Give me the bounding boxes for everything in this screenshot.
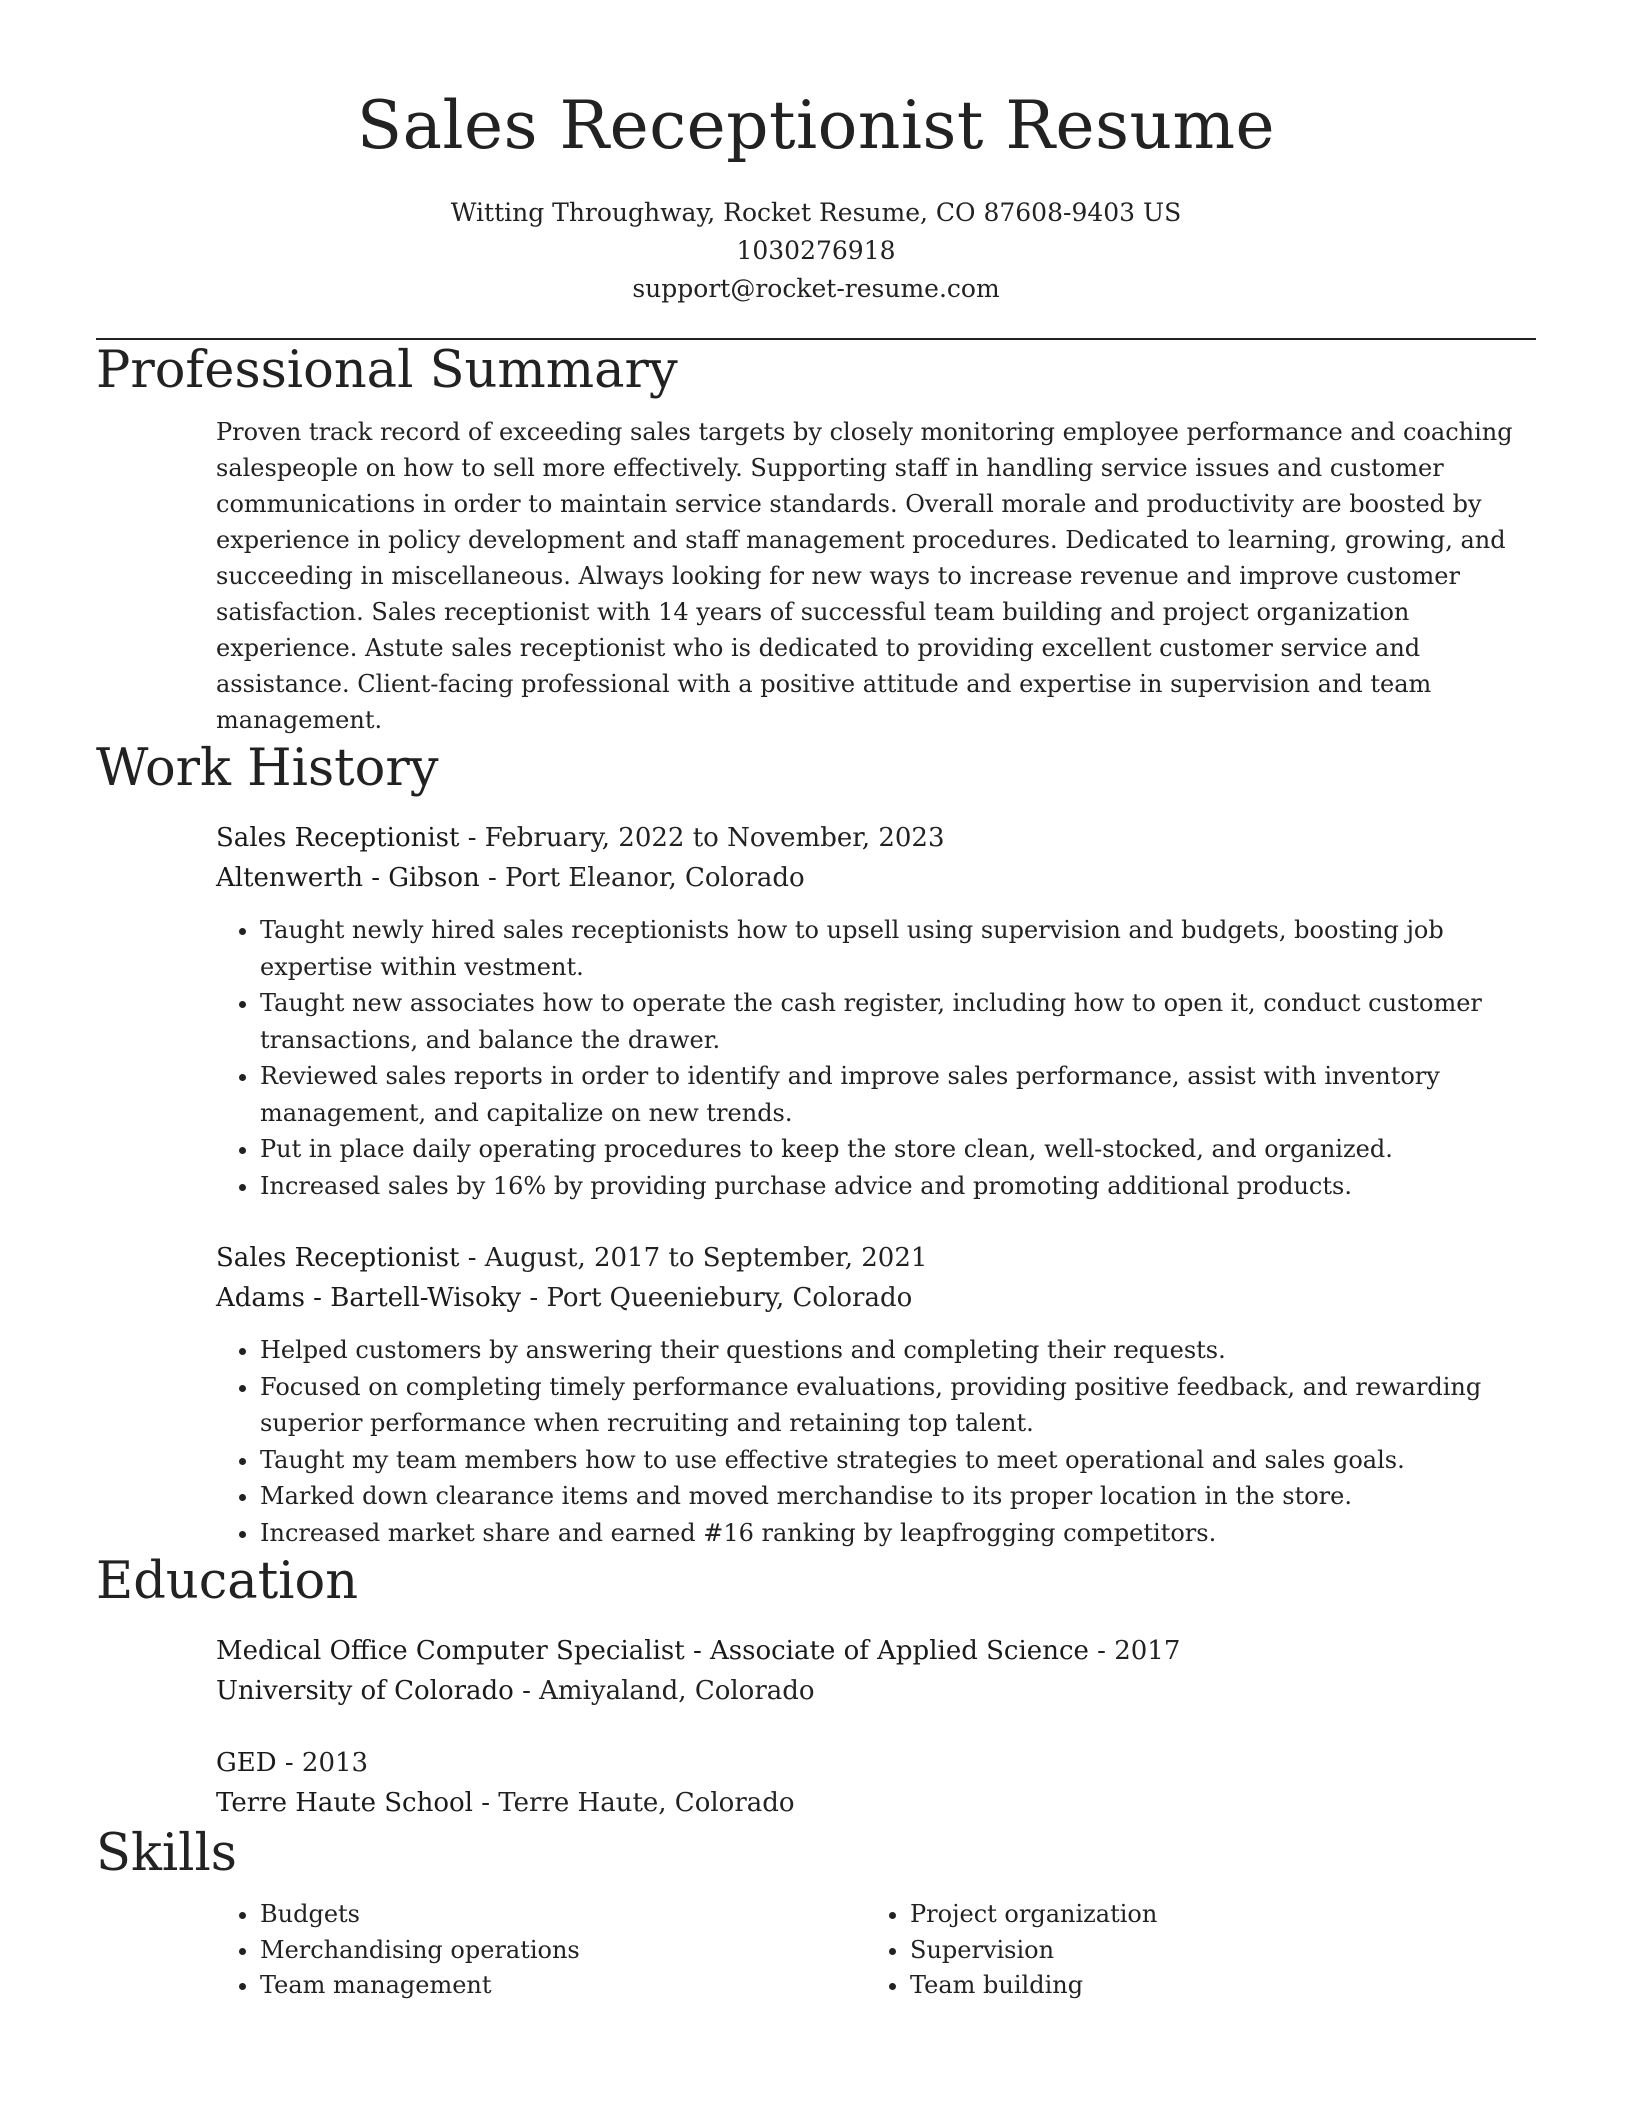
job-entry — [216, 1238, 1536, 1551]
list-item: • Increased sales by 16% by providing purchase advice and promoting additional products. — [260, 1168, 1536, 1205]
education-year: - 2017 — [1088, 1636, 1181, 1666]
skills-column-right — [866, 1897, 1516, 2004]
education-degree-line — [216, 1631, 1536, 1671]
education-school-line — [216, 1671, 1536, 1711]
job-company: Altenwerth - Gibson — [216, 863, 480, 893]
list-item: • Team building — [910, 1968, 1516, 2004]
list-item: • Taught my team members how to use effective strategies to meet operational and sales goals. — [260, 1442, 1536, 1479]
education-school: Terre Haute School — [216, 1788, 473, 1818]
skills-grid — [216, 1897, 1536, 2004]
education-degree: GED — [216, 1748, 277, 1778]
address: Witting Throughway, Rocket Resume, CO 87608-9403 US — [450, 198, 1182, 227]
job-company-line — [216, 858, 1536, 898]
list-item: • Budgets — [260, 1897, 866, 1933]
education-entry — [216, 1631, 1536, 1711]
job-location: - Port Eleanor, Colorado — [479, 863, 805, 893]
list-item: • Merchandising operations — [260, 1933, 866, 1969]
education-school-line — [216, 1783, 1536, 1823]
list-item: • Supervision — [910, 1933, 1516, 1969]
list-item: • Taught newly hired sales receptionists how to upsell using supervision and budgets, boosting job expertise within vestment. — [260, 912, 1536, 985]
job-company-line — [216, 1278, 1536, 1318]
section-title-education: Education — [96, 1552, 359, 1611]
job-dates: - February, 2022 to November, 2023 — [459, 823, 945, 853]
section-title-work: Work History — [96, 739, 439, 798]
education-entry — [216, 1743, 1536, 1823]
education-school: University of Colorado — [216, 1676, 514, 1706]
skills-list — [216, 1897, 866, 2004]
list-item: • Put in place daily operating procedures to keep the store clean, well-stocked, and organized. — [260, 1131, 1536, 1168]
contact-info — [96, 194, 1536, 308]
job-dates: - August, 2017 to September, 2021 — [459, 1243, 928, 1273]
job-location: - Port Queeniebury, Colorado — [521, 1283, 913, 1313]
summary-text: Proven track record of exceeding sales targets by closely monitoring employee performance and coaching salespeople on how to sell more effectively. Supporting staff in handling service issues and customer communications in order to maintain service standards. Overall morale and productivity are boosted by experience in policy development and staff management procedures. Dedicated to learning, growing, and succeeding in miscellaneous. Always looking for new ways to increase revenue and improve customer satisfaction. Sales receptionist with 14 years of successful team building and project organization experience. Astute sales receptionist who is dedicated to providing excellent customer service and assistance. Client-facing professional with a positive attitude and expertise in supervision and team management. — [216, 418, 1513, 734]
list-item: • Team management — [260, 1968, 866, 2004]
job-title-line — [216, 818, 1536, 858]
list-item: • Helped customers by answering their questions and completing their requests. — [260, 1332, 1536, 1369]
education-degree: Medical Office Computer Specialist - Associate of Applied Science — [216, 1636, 1089, 1666]
resume-title: Sales Receptionist Resume — [356, 87, 1276, 164]
job-bullets — [216, 1332, 1536, 1551]
education-location: - Amiyaland, Colorado — [513, 1676, 815, 1706]
job-position: Sales Receptionist — [216, 1243, 460, 1273]
list-item: • Focused on completing timely performance evaluations, providing positive feedback, and rewarding superior performance when recruiting and retaining top talent. — [260, 1369, 1536, 1442]
skills-column-left — [216, 1897, 866, 2004]
resume-header — [96, 0, 1536, 308]
list-item: • Project organization — [910, 1897, 1516, 1933]
education-degree-line — [216, 1743, 1536, 1783]
list-item: • Taught new associates how to operate the cash register, including how to open it, conduct customer transactions, and balance the drawer. — [260, 985, 1536, 1058]
education-location: - Terre Haute, Colorado — [472, 1788, 795, 1818]
job-company: Adams - Bartell-Wisoky — [216, 1283, 522, 1313]
section-title-summary: Professional Summary — [96, 341, 678, 400]
list-item: • Reviewed sales reports in order to identify and improve sales performance, assist with inventory management, and capitalize on new trends. — [260, 1058, 1536, 1131]
skills-list — [866, 1897, 1516, 2004]
phone: 1030276918 — [736, 236, 896, 265]
job-bullets — [216, 912, 1536, 1204]
education-year: - 2013 — [276, 1748, 369, 1778]
section-title-skills: Skills — [96, 1824, 237, 1883]
job-entry — [216, 818, 1536, 1204]
job-title-line — [216, 1238, 1536, 1278]
job-position: Sales Receptionist — [216, 823, 460, 853]
list-item: • Increased market share and earned #16 ranking by leapfrogging competitors. — [260, 1515, 1536, 1552]
list-item: • Marked down clearance items and moved merchandise to its proper location in the store. — [260, 1478, 1536, 1515]
email: support@rocket-resume.com — [632, 274, 1000, 303]
